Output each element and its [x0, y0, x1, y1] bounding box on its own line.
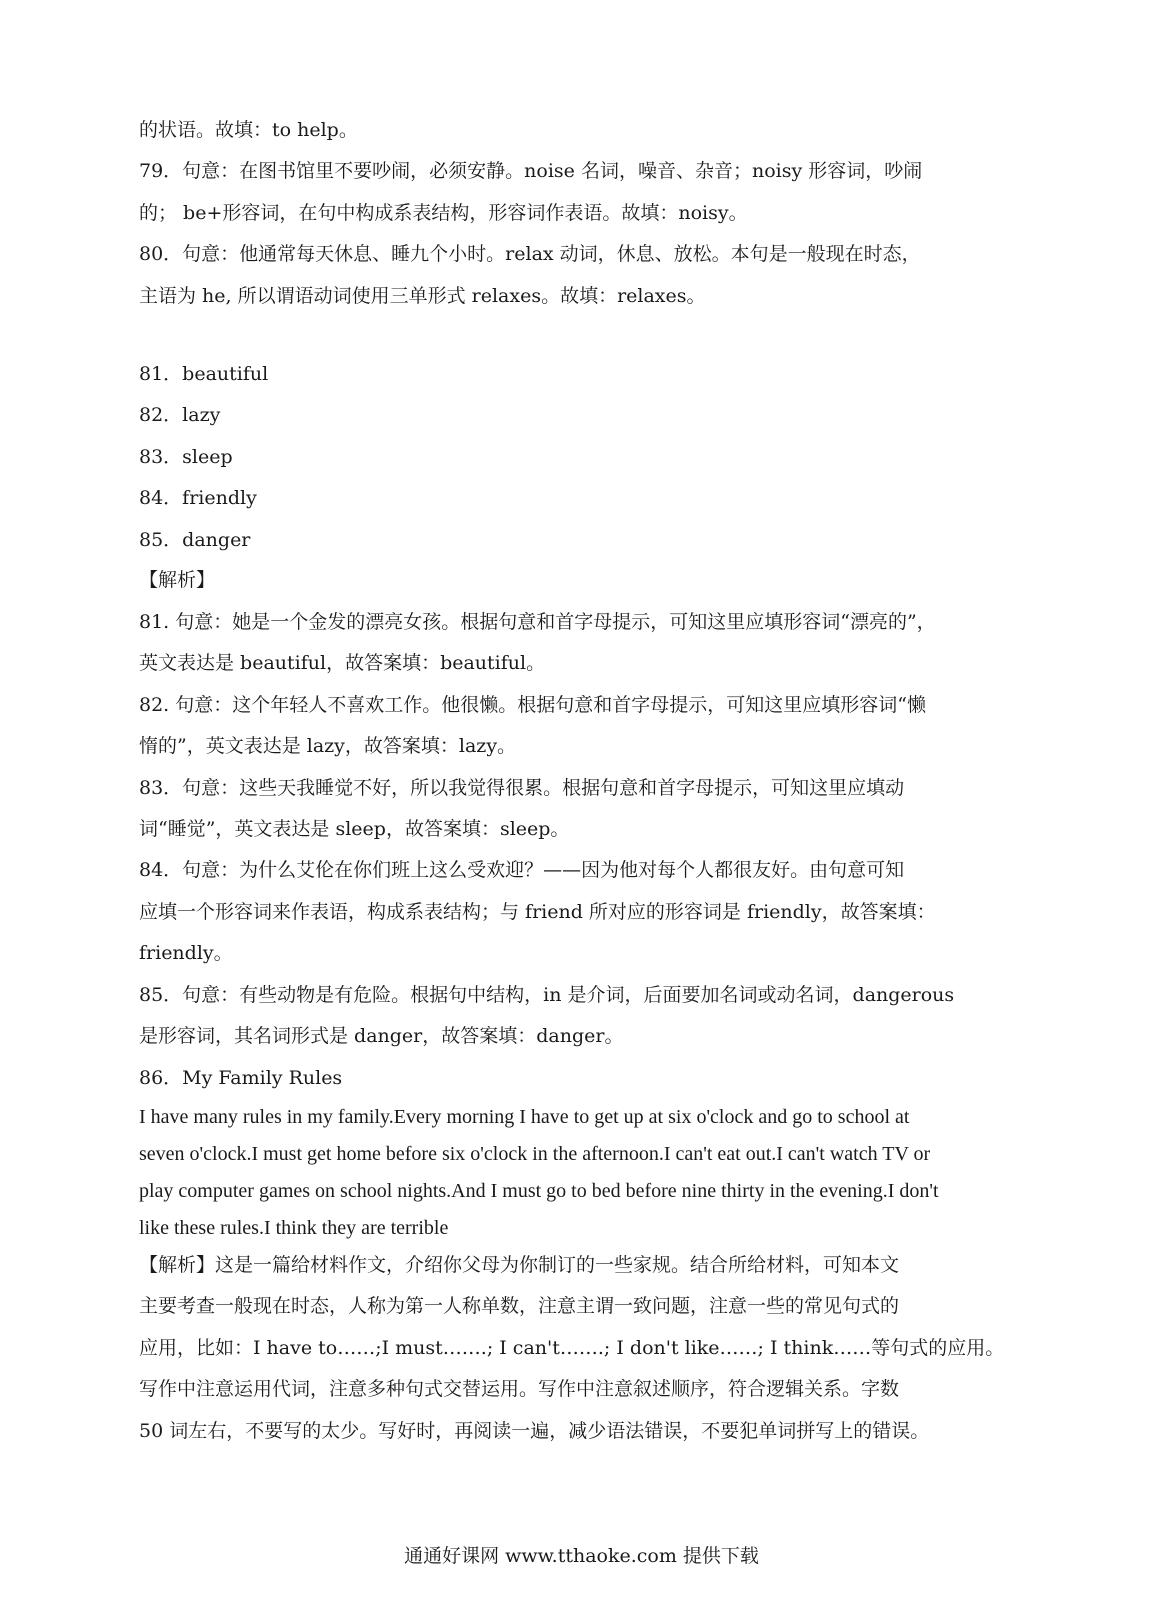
text-line: 83．句意：这些天我睡觉不好，所以我觉得很累。根据句意和首字母提示，可知这里应填动 — [139, 777, 905, 799]
text-line: 应填一个形容词来作表语，构成系表结构；与 friend 所对应的形容词是 friendly，故答案填： — [139, 901, 936, 923]
text-line: 主要考查一般现在时态，人称为第一人称单数，注意主谓一致问题，注意一些的常见句式的 — [139, 1295, 900, 1317]
page-footer: 通通好课网 www.tthaoke.com 提供下载 — [404, 1545, 759, 1567]
text-line: 【解析】这是一篇给材料作文，介绍你父母为你制订的一些家规。结合所给材料，可知本文 — [139, 1254, 900, 1276]
text-line: 惰的”，英文表达是 lazy，故答案填：lazy。 — [139, 735, 517, 757]
section-heading: 【解析】 — [139, 569, 216, 591]
answer-line: 84．friendly — [139, 487, 257, 509]
answer-line: 81．beautiful — [139, 363, 269, 385]
text-line: 是形容词，其名词形式是 danger，故答案填：danger。 — [139, 1025, 624, 1047]
answer-line: 85．danger — [139, 529, 251, 551]
text-line: 50 词左右，不要写的太少。写好时，再阅读一遍，减少语法错误，不要犯单词拼写上的错误。 — [139, 1420, 930, 1442]
text-line: 英文表达是 beautiful，故答案填：beautiful。 — [139, 652, 546, 674]
text-line: 写作中注意运用代词，注意多种句式交替运用。写作中注意叙述顺序，符合逻辑关系。字数 — [139, 1378, 900, 1400]
answer-line: 83．sleep — [139, 446, 233, 468]
text-line: 的状语。故填：to help。 — [139, 119, 358, 141]
text-line: 应用，比如：I have to……;I must…….; I can't…….; I don't like……; I think……等句式的应用。 — [139, 1337, 1005, 1359]
essay-title: 86．My Family Rules — [139, 1067, 343, 1089]
essay-line: I have many rules in my family.Every morning I have to get up at six o'clock and go to school at — [139, 1106, 910, 1128]
text-line: 词“睡觉”，英文表达是 sleep，故答案填：sleep。 — [139, 818, 570, 840]
text-line: friendly。 — [139, 942, 233, 964]
essay-line: seven o'clock.I must get home before six o'clock in the afternoon.I can't eat out.I can't watch TV or — [139, 1143, 931, 1165]
text-line: 81. 句意：她是一个金发的漂亮女孩。根据句意和首字母提示，可知这里应填形容词“漂亮的”， — [139, 611, 936, 633]
text-line: 主语为 he, 所以谓语动词使用三单形式 relaxes。故填：relaxes。 — [139, 285, 706, 307]
text-line: 79．句意：在图书馆里不要吵闹，必须安静。noise 名词，噪音、杂音；noisy 形容词，吵闹 — [139, 160, 923, 182]
text-line: 85．句意：有些动物是有危险。根据句中结构，in 是介词，后面要加名词或动名词，dangerous — [139, 984, 955, 1006]
text-line: 的； be+形容词，在句中构成系表结构，形容词作表语。故填：noisy。 — [139, 202, 748, 224]
text-line: 80．句意：他通常每天休息、睡九个小时。relax 动词，休息、放松。本句是一般现在时态， — [139, 243, 921, 265]
text-line: 84．句意：为什么艾伦在你们班上这么受欢迎？——因为他对每个人都很友好。由句意可知 — [139, 859, 905, 881]
text-line: 82. 句意：这个年轻人不喜欢工作。他很懒。根据句意和首字母提示，可知这里应填形容词“懒 — [139, 694, 926, 716]
essay-line: play computer games on school nights.And I must go to bed before nine thirty in the evening.I don't — [139, 1180, 939, 1202]
essay-line: like these rules.I think they are terrible — [139, 1217, 449, 1239]
answer-line: 82．lazy — [139, 404, 221, 426]
